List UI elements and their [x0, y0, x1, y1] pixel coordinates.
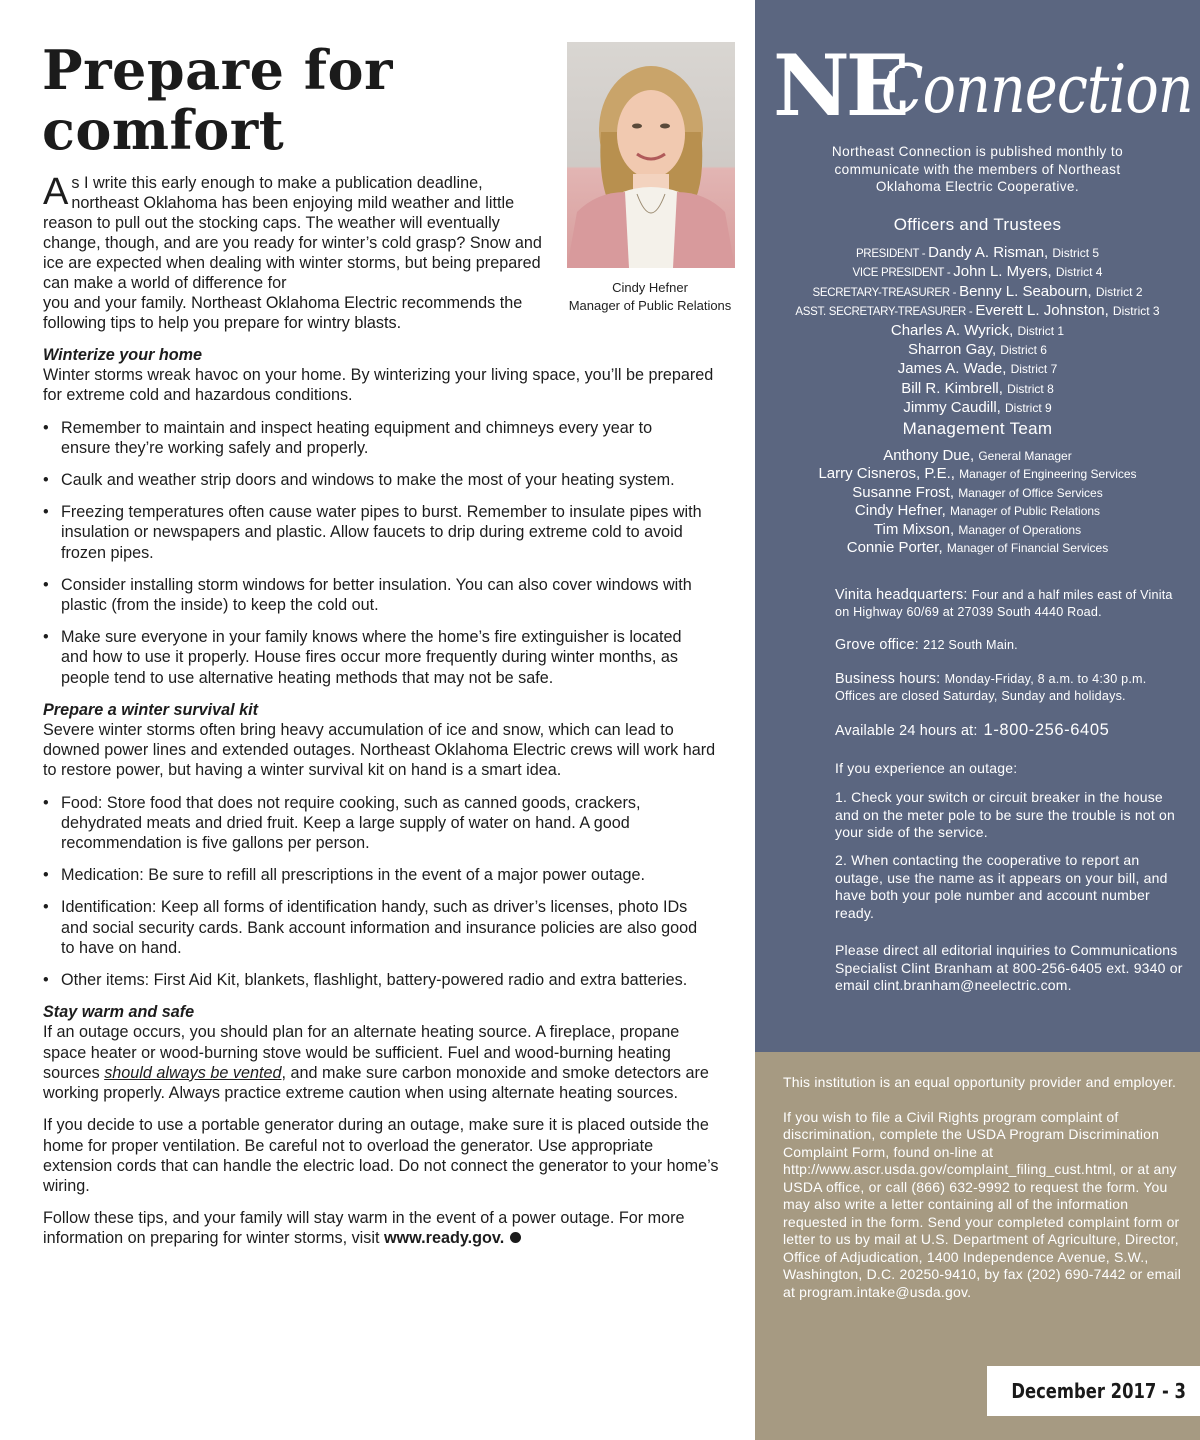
- officer-role: SECRETARY-TREASURER -: [812, 286, 960, 299]
- officer-role: PRESIDENT -: [855, 248, 929, 260]
- officer-item: [755, 283, 1200, 302]
- manager-title: Manager of Engineering Services: [959, 467, 1137, 482]
- closing-text: Follow these tips, and your family will stay warm in the event of a power outage. For more information on preparing for winter storms, visit: [43, 1209, 685, 1248]
- list-item: • Food: Store food that does not require cooking, such as canned goods, crackers, dehydrated meats and dried fruit. Keep a large supply of water on hand. A good recommendation is five gallons per person.: [43, 793, 703, 854]
- availability-info: [835, 722, 1185, 740]
- manager-item: [755, 539, 1200, 557]
- notice-paragraph-1: This institution is an equal opportunity provider and employer.: [783, 1074, 1177, 1090]
- officer-district: District 8: [1007, 381, 1054, 396]
- stay-warm-text-b: , and make sure carbon monoxide and smoke detectors are working properly. Always practice extreme caution when using alternate heating sources.: [43, 1063, 709, 1103]
- intro-text: s I write this early enough to make a publication deadline, northeast Oklahoma has been enjoying mild weather and little reason to pull out the stocking caps. The weather will eventually change, though, and are you ready for winter’s cold grasp? Snow and ice are expected when dealing with winter storms, but being prepared can make a world of difference for: [43, 174, 542, 292]
- list-item: • Caulk and weather strip doors and windows to make the most of your heating system.: [43, 470, 703, 490]
- vented-emphasis: should always be vented: [104, 1063, 282, 1082]
- list-item: • Freezing temperatures often cause water pipes to burst. Remember to insulate pipes with insulation or newspapers and plastic. Allow faucets to drip during extreme cold to avoid frozen pipes.: [43, 502, 703, 563]
- officer-item: [755, 302, 1200, 321]
- list-item: • Consider installing storm windows for better insulation. You can also cover windows with plastic (from the inside) to keep the cold out.: [43, 575, 703, 615]
- author-photo-block: [560, 42, 740, 315]
- manager-item: [755, 502, 1200, 520]
- officer-name: Charles A. Wyrick,: [890, 321, 1018, 339]
- officer-district: District 1: [1017, 323, 1065, 338]
- intro-tail: you and your family. Northeast Oklahoma Electric recommends the following tips to help you prepare for wintry blasts.: [43, 294, 523, 332]
- manager-name: Anthony Due,: [883, 447, 979, 464]
- notice-text: [783, 1074, 1185, 1301]
- officer-item: [755, 244, 1200, 263]
- masthead-connection: Connection: [881, 51, 1193, 128]
- officer-name: Sharron Gay,: [908, 341, 1001, 359]
- survival-kit-list: [43, 793, 723, 991]
- manager-name: Susanne Frost,: [852, 483, 959, 501]
- officer-role: ASST. SECRETARY-TREASURER -: [795, 306, 976, 319]
- manager-name: Cindy Hefner,: [854, 502, 950, 520]
- list-item: • Medication: Be sure to refill all prescriptions in the event of a major power outage.: [43, 865, 703, 885]
- phone-number[interactable]: 1-800-256-6405: [983, 721, 1110, 739]
- drop-cap: A: [43, 171, 69, 213]
- list-item: • Identification: Keep all forms of identification handy, such as driver’s licenses, photo IDs and social security cards. Bank account information and insurance policies are also good to have on hand.: [43, 897, 703, 958]
- manager-title: Manager of Financial Services: [946, 541, 1109, 556]
- headquarters-label: Vinita headquarters:: [835, 587, 972, 603]
- editorial-contact: Please direct all editorial inquiries to Communications Specialist Clint Branham at 800-256-6405 ext. 9340 or email clint.branham@neelectric.com.: [835, 942, 1183, 993]
- hours-text: Monday-Friday, 8 a.m. to 4:30 p.m. Offices are closed Saturday, Sunday and holidays.: [835, 672, 1147, 703]
- section-heading-stay-warm: Stay warm and safe: [43, 1003, 195, 1022]
- winterize-list: [43, 418, 723, 688]
- manager-item: [755, 521, 1200, 539]
- officer-name: Everett L. Johnston,: [975, 302, 1113, 320]
- officer-item: [755, 360, 1200, 379]
- masthead-ne: NE: [773, 36, 906, 135]
- article-headline: Prepare for comfort: [42, 38, 393, 162]
- section-heading-winterize: Winterize your home: [43, 346, 203, 364]
- stay-warm-paragraph-2: If you decide to use a portable generator during an outage, make sure it is placed outside the home for proper ventilation. Be careful not to overload the generator. Use appropriate extension cords that can handle the electric load. Do not connect the generator to your home’s wiring.: [43, 1116, 719, 1195]
- officer-district: District 2: [1095, 284, 1143, 299]
- availability-label: Available 24 hours at:: [835, 723, 978, 739]
- section-text-winterize: Winter storms wreak havoc on your home. By winterizing your living space, you’ll be prepared for extreme cold and hazardous conditions.: [43, 366, 714, 405]
- stay-warm-paragraph-3: [43, 1208, 723, 1248]
- section-text-survival-kit: Severe winter storms often bring heavy accumulation of ice and snow, which can lead to downed power lines and extended outages. Northeast Oklahoma Electric crews will work hard to restore power, but having a winter survival kit on hand is a smart idea.: [43, 721, 716, 780]
- headquarters-info: [835, 587, 1185, 621]
- intro-paragraph: [43, 173, 553, 293]
- officer-item: [755, 341, 1200, 360]
- notice-paragraph-2: If you wish to file a Civil Rights program complaint of discrimination, complete the USDA Program Discrimination Complaint Form, found on-line at http://www.ascr.usda.gov/complaint_filing_cust.html, or at any USDA office, or call (866) 632-9992 to request the form. You may also write a letter containing all of the information requested in the form. Send your completed complaint form or letter to us by mail at U.S. Department of Agriculture, Director, Office of Adjudication, 1400 Independence Avenue, S.W., Washington, D.C. 20250-9410, by fax (202) 690-7442 or email at program.intake@usda.gov.: [783, 1108, 1182, 1300]
- end-mark-icon: [510, 1232, 521, 1243]
- grove-office-info: [835, 637, 1185, 654]
- photo-caption: [560, 279, 740, 315]
- page-footer: [987, 1366, 1200, 1416]
- officer-district: District 4: [1055, 265, 1103, 280]
- outage-step-1: 1. Check your switch or circuit breaker in the house and on the meter pole to be sure the trouble is not on your side of the service.: [835, 789, 1176, 840]
- photo-caption-title: Manager of Public Relations: [568, 298, 732, 313]
- manager-item: [755, 465, 1200, 483]
- stay-warm-paragraph-1: [43, 1022, 723, 1103]
- manager-item: [755, 484, 1200, 502]
- manager-item: [755, 447, 1200, 465]
- outage-step-2: 2. When contacting the cooperative to report an outage, use the name as it appears on your bill, and have both your pole number and account number ready.: [835, 852, 1168, 921]
- officer-name: Bill R. Kimbrell,: [901, 379, 1008, 397]
- manager-name: Connie Porter,: [846, 539, 947, 557]
- officer-district: District 9: [1005, 401, 1052, 416]
- author-photo: [567, 42, 735, 268]
- management-list: [755, 447, 1200, 557]
- officer-name: John L. Myers,: [953, 263, 1056, 281]
- officer-district: District 7: [1010, 362, 1058, 377]
- officer-name: James A. Wade,: [897, 360, 1011, 378]
- manager-name: Larry Cisneros, P.E.,: [818, 465, 960, 483]
- list-item: • Other items: First Aid Kit, blankets, flashlight, battery-powered radio and extra batteries.: [43, 970, 703, 990]
- officer-district: District 3: [1112, 304, 1160, 319]
- sidebar: [755, 0, 1200, 1052]
- officer-role: VICE PRESIDENT -: [852, 267, 954, 280]
- officer-item: [755, 322, 1200, 341]
- manager-name: Tim Mixson,: [873, 520, 959, 538]
- headquarters-text: Four and a half miles east of Vinita on Highway 60/69 at 27039 South 4440 Road.: [835, 588, 1173, 619]
- publication-statement: Northeast Connection is published monthly to communicate with the members of Northeast Oklahoma Electric Cooperative.: [831, 144, 1124, 194]
- masthead-logo: [773, 36, 1193, 135]
- officer-item: [755, 380, 1200, 399]
- officer-district: District 5: [1052, 246, 1100, 260]
- officer-name: Benny L. Seabourn,: [959, 282, 1096, 300]
- photo-caption-name: Cindy Hefner: [612, 280, 688, 295]
- management-heading: Management Team: [902, 419, 1053, 438]
- officer-item: [755, 263, 1200, 282]
- officers-list: [755, 244, 1200, 419]
- officer-name: Dandy A. Risman,: [928, 244, 1053, 261]
- list-item: • Remember to maintain and inspect heating equipment and chimneys every year to ensure they’re working safely and properly.: [43, 418, 703, 458]
- officer-district: District 6: [1000, 343, 1047, 358]
- outage-intro: If you experience an outage:: [835, 760, 1018, 776]
- issue-date-page-number: December 2017 - 3: [1011, 1379, 1186, 1403]
- article-body: [43, 345, 723, 1249]
- grove-text: 212 South Main.: [923, 638, 1018, 652]
- officer-item: [755, 399, 1200, 418]
- manager-title: Manager of Operations: [958, 522, 1082, 537]
- ready-gov-link[interactable]: www.ready.gov.: [383, 1229, 505, 1248]
- manager-title: Manager of Office Services: [958, 485, 1103, 500]
- hours-label: Business hours:: [835, 671, 945, 687]
- grove-label: Grove office:: [835, 637, 924, 653]
- business-hours-info: [835, 671, 1185, 705]
- list-item: • Make sure everyone in your family knows where the home’s fire extinguisher is located and how to use it properly. House fires occur more frequently during winter months, as people tend to use alternative heating methods that may not be safe.: [43, 627, 703, 688]
- section-heading-survival-kit: Prepare a winter survival kit: [43, 700, 259, 719]
- manager-title: General Manager: [978, 449, 1072, 463]
- manager-title: Manager of Public Relations: [949, 504, 1101, 519]
- officer-name: Jimmy Caudill,: [903, 399, 1005, 417]
- officers-heading: Officers and Trustees: [893, 215, 1062, 234]
- stay-warm-text-a: If an outage occurs, you should plan for an alternate heating source. A fireplace, propane space heater or wood-burning stove would be sufficient. Fuel and wood-burning heating sources: [43, 1023, 680, 1082]
